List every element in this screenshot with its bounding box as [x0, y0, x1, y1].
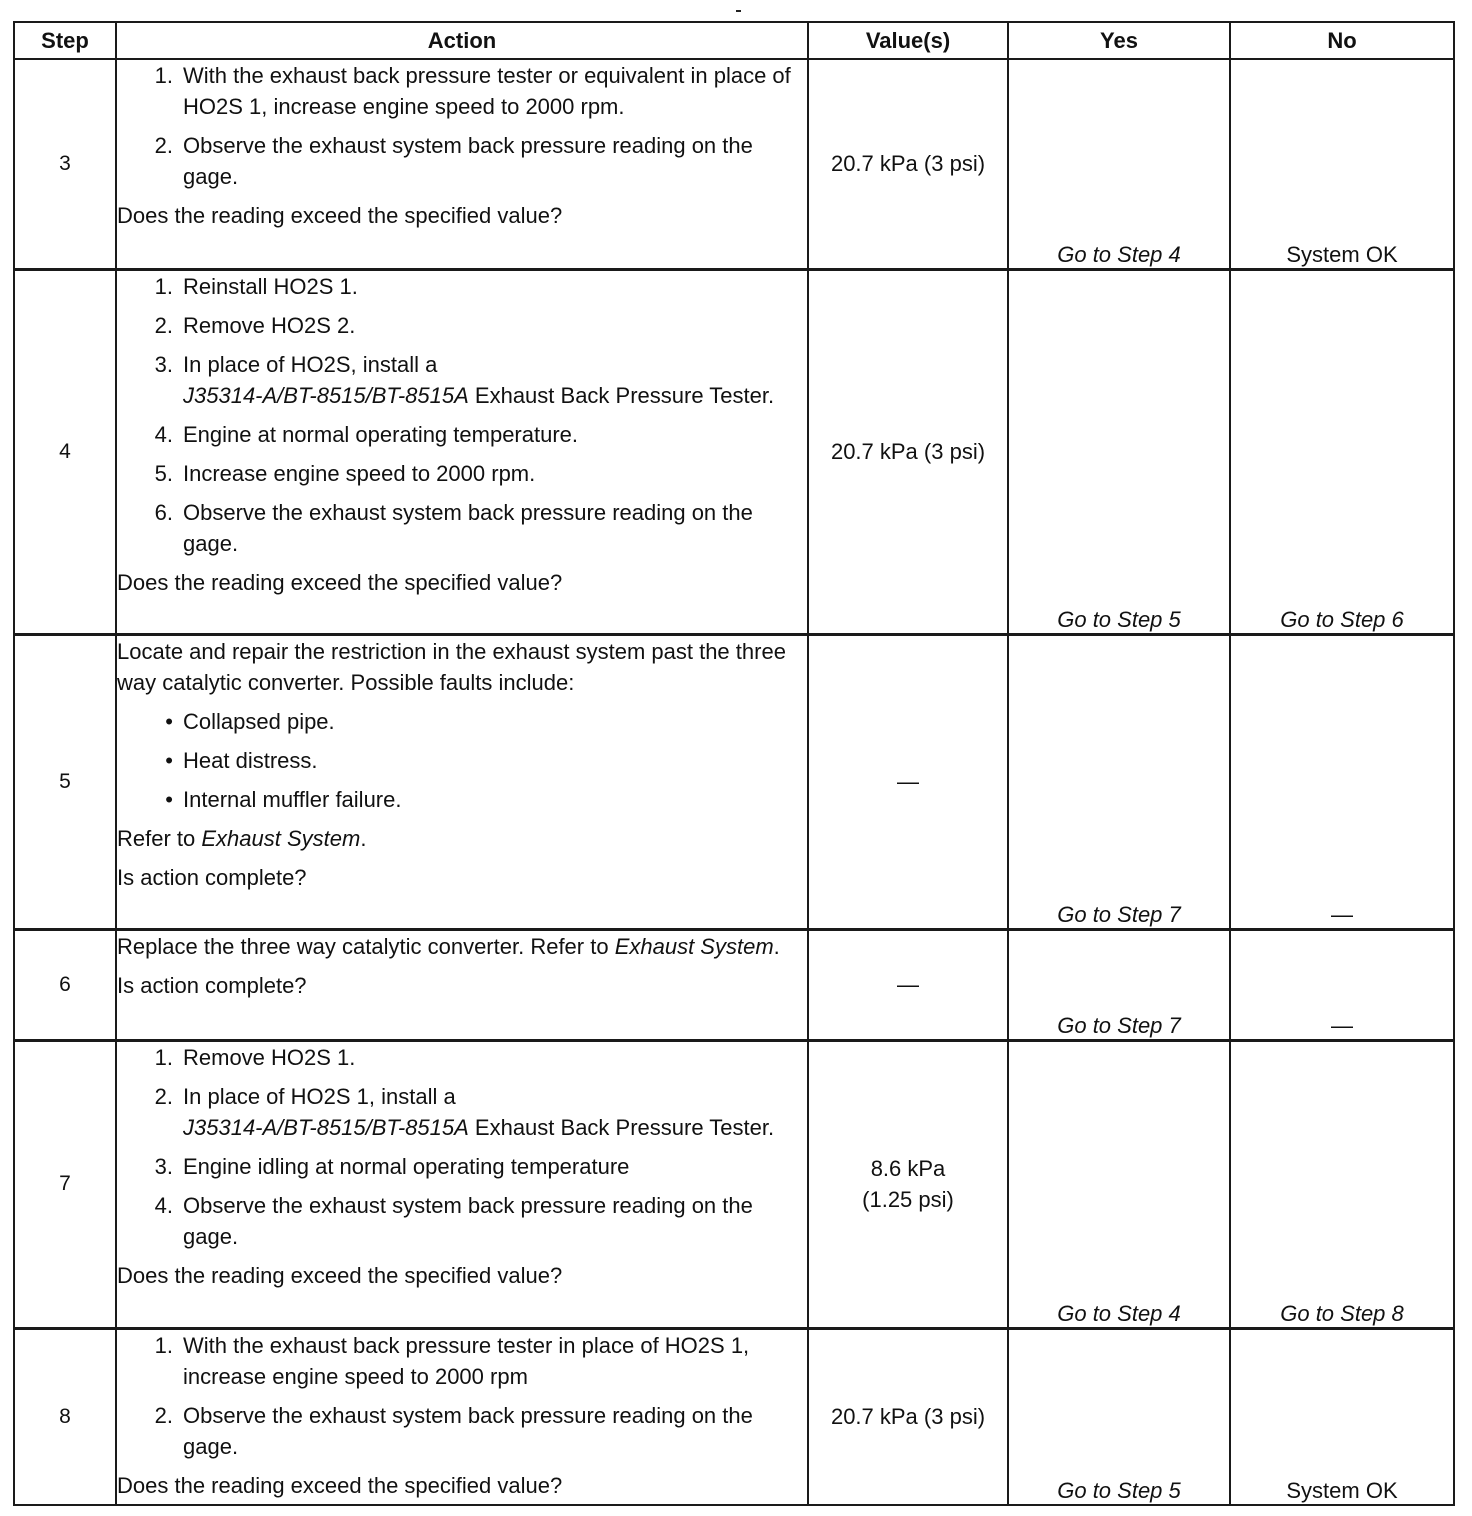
yes-link[interactable]: Go to Step 5: [1008, 269, 1230, 634]
no-result: —: [1230, 634, 1454, 929]
page-mark: [736, 10, 741, 12]
action-cell: [116, 269, 808, 634]
table-row: [14, 1040, 1454, 1328]
yes-link[interactable]: Go to Step 4: [1008, 59, 1230, 269]
list-item: • Internal muffler failure.: [165, 786, 402, 812]
action-cell: [116, 1328, 808, 1505]
value-cell: 20.7 kPa (3 psi): [808, 1328, 1008, 1505]
no-link[interactable]: Go to Step 8: [1230, 1040, 1454, 1328]
step-text: Remove HO2S 1.: [183, 1044, 356, 1070]
refer-suffix: .: [773, 933, 780, 959]
value-cell: 20.7 kPa (3 psi): [808, 269, 1008, 634]
question-text: Is action complete?: [117, 864, 307, 890]
step-text: Observe the exhaust system back pressure reading on the gage.: [183, 133, 753, 189]
header-no: No: [1230, 22, 1454, 59]
header-row: [14, 22, 1454, 59]
diagnostic-table: [13, 21, 1455, 1506]
question-text: Does the reading exceed the specified value?: [117, 1472, 563, 1498]
list-item: 1. With the exhaust back pressure tester in place of HO2S 1, increase engine speed to 2000 rpm: [154, 1332, 750, 1389]
exhaust-system-link[interactable]: Exhaust System: [201, 825, 361, 851]
exhaust-system-link[interactable]: Exhaust System: [614, 933, 774, 959]
no-result: System OK: [1230, 1328, 1454, 1505]
yes-link[interactable]: Go to Step 5: [1008, 1328, 1230, 1505]
list-item: 2. Remove HO2S 2.: [154, 312, 356, 338]
refer-suffix: .: [360, 825, 367, 851]
tool-part-number: J35314-A/BT-8515/BT-8515A: [183, 382, 469, 408]
header-action: Action: [116, 22, 808, 59]
list-item: 2. Observe the exhaust system back pressure reading on the gage.: [154, 1402, 753, 1459]
yes-link[interactable]: Go to Step 7: [1008, 929, 1230, 1040]
step-text: In place of HO2S 1, install a: [183, 1083, 456, 1109]
list-item: 1. Remove HO2S 1.: [154, 1044, 356, 1070]
tool-part-number: J35314-A/BT-8515/BT-8515A: [183, 1114, 469, 1140]
table-row: [14, 929, 1454, 1040]
list-item: • Heat distress.: [165, 747, 318, 773]
list-item: 1. Reinstall HO2S 1.: [154, 273, 358, 299]
table-row: [14, 269, 1454, 634]
step-text: With the exhaust back pressure tester in place of HO2S 1, increase engine speed to 2000 rpm: [183, 1332, 750, 1389]
step-text: Remove HO2S 2.: [183, 312, 356, 338]
list-item: 5. Increase engine speed to 2000 rpm.: [154, 460, 536, 486]
action-cell: [116, 1040, 808, 1328]
header-value: Value(s): [808, 22, 1008, 59]
table-row: [14, 1328, 1454, 1505]
replace-text: Replace the three way catalytic converter. Refer to: [117, 933, 615, 959]
value-line-1: 8.6 kPa: [870, 1156, 946, 1181]
value-line-2: (1.25 psi): [862, 1187, 954, 1212]
list-item: 4. Engine at normal operating temperature.: [154, 421, 579, 447]
question-text: Does the reading exceed the specified value?: [117, 1262, 563, 1288]
no-link[interactable]: Go to Step 6: [1230, 269, 1454, 634]
fault-text: Internal muffler failure.: [183, 786, 402, 812]
step-text: Observe the exhaust system back pressure reading on the gage.: [183, 1402, 753, 1459]
step-text: Engine at normal operating temperature.: [183, 421, 579, 447]
question-text: Is action complete?: [117, 972, 307, 998]
intro-text: Locate and repair the restriction in the exhaust system past the three way catalytic converter. Possible faults include:: [117, 638, 786, 695]
list-item: 2. Observe the exhaust system back pressure reading on the gage.: [154, 133, 753, 189]
value-cell: [808, 1040, 1008, 1328]
header-yes: Yes: [1008, 22, 1230, 59]
yes-link[interactable]: Go to Step 7: [1008, 634, 1230, 929]
list-item: 6. Observe the exhaust system back pressure reading on the gage.: [154, 499, 753, 556]
action-cell: [116, 59, 808, 269]
yes-link[interactable]: Go to Step 4: [1008, 1040, 1230, 1328]
list-item: 4. Observe the exhaust system back pressure reading on the gage.: [154, 1192, 753, 1249]
refer-prefix: Refer to: [117, 825, 202, 851]
table-row: [14, 59, 1454, 269]
step-text: With the exhaust back pressure tester or equivalent in place of HO2S 1, increase engine speed to 2000 rpm.: [183, 63, 791, 119]
list-item: • Collapsed pipe.: [165, 708, 335, 734]
step-number: 5: [14, 634, 116, 929]
step-text: In place of HO2S, install a: [183, 351, 438, 377]
tool-description: Exhaust Back Pressure Tester.: [468, 1114, 775, 1140]
list-item: 3. Engine idling at normal operating temperature: [154, 1153, 630, 1179]
step-number: 8: [14, 1328, 116, 1505]
refer-text: [117, 823, 807, 854]
step-text: Increase engine speed to 2000 rpm.: [183, 460, 536, 486]
fault-text: Collapsed pipe.: [183, 708, 335, 734]
step-number: 4: [14, 269, 116, 634]
table-row: [14, 634, 1454, 929]
action-cell: [116, 929, 808, 1040]
tool-description: Exhaust Back Pressure Tester.: [468, 382, 775, 408]
no-result: System OK: [1230, 59, 1454, 269]
list-item: 1. With the exhaust back pressure tester or equivalent in place of HO2S 1, increase engine speed to 2000 rpm.: [154, 63, 791, 119]
header-step: Step: [14, 22, 116, 59]
value-cell: —: [808, 929, 1008, 1040]
value-cell: 20.7 kPa (3 psi): [808, 59, 1008, 269]
question-text: Does the reading exceed the specified value?: [117, 569, 563, 595]
step-number: 7: [14, 1040, 116, 1328]
fault-text: Heat distress.: [183, 747, 318, 773]
step-text: Observe the exhaust system back pressure reading on the gage.: [183, 1192, 753, 1249]
step-text: Observe the exhaust system back pressure reading on the gage.: [183, 499, 753, 556]
list-item: 2. In place of HO2S 1, install a J35314-A/BT-8515/BT-8515A Exhaust Back Pressure Tester.: [154, 1083, 775, 1140]
step-text: Reinstall HO2S 1.: [183, 273, 358, 299]
action-cell: [116, 634, 808, 929]
step-number: 6: [14, 929, 116, 1040]
list-item: 3. In place of HO2S, install a J35314-A/BT-8515/BT-8515A Exhaust Back Pressure Tester.: [154, 351, 775, 408]
question-text: Does the reading exceed the specified value?: [117, 203, 563, 228]
value-cell: —: [808, 634, 1008, 929]
step-number: 3: [14, 59, 116, 269]
intro-text: [117, 931, 807, 962]
step-text: Engine idling at normal operating temperature: [183, 1153, 630, 1179]
no-result: —: [1230, 929, 1454, 1040]
